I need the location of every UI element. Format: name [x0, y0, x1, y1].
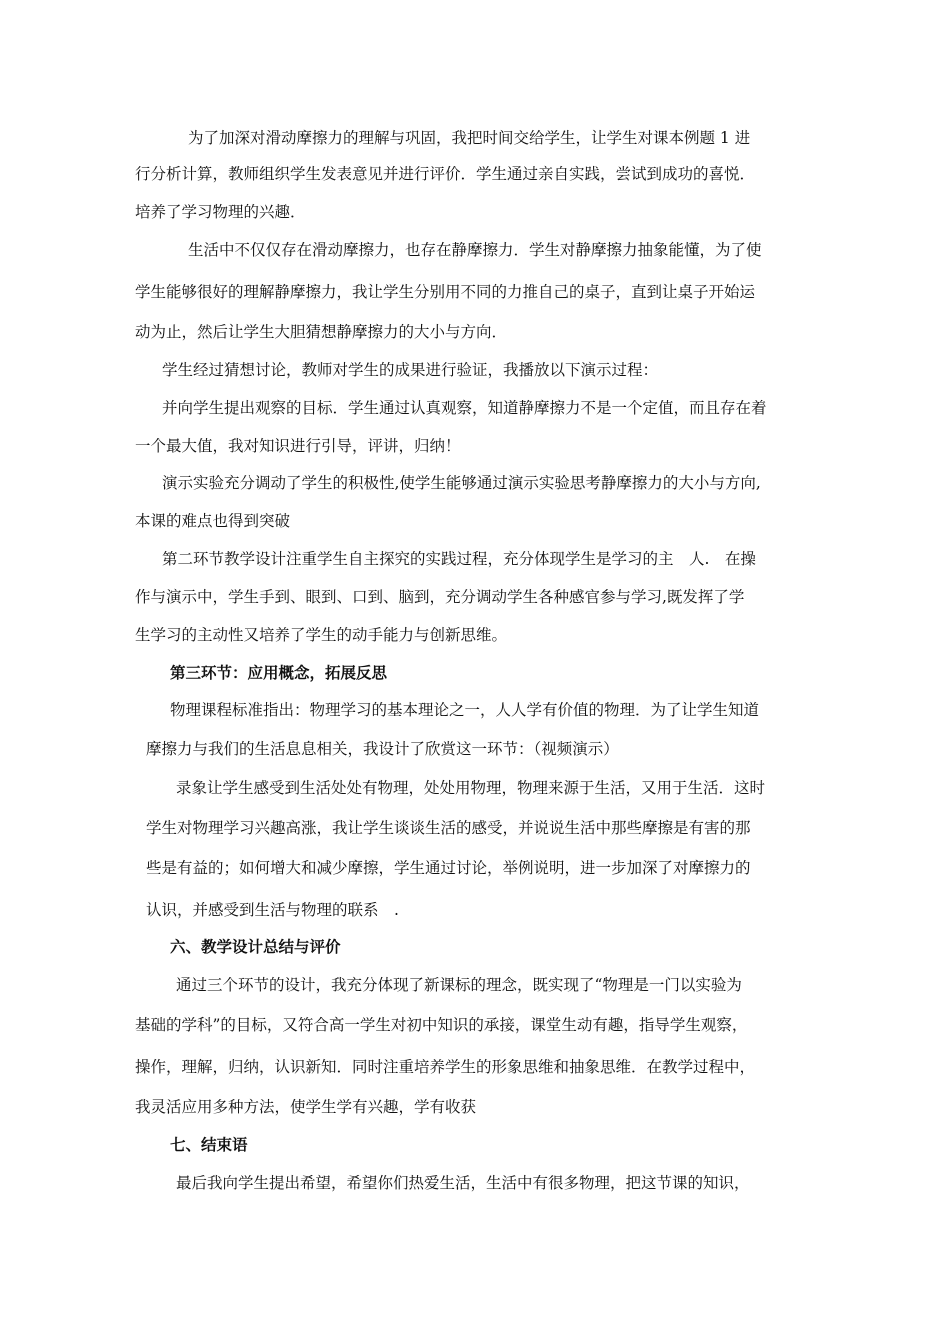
paragraph-line: 并向学生提出观察的目标．学生通过认真观察，知道静摩擦力不是一个定值，而且存在着: [162, 399, 767, 417]
paragraph-line: 动为止，然后让学生大胆猜想静摩擦力的大小与方向．: [135, 323, 508, 341]
paragraph-line: 生活中不仅仅存在滑动摩擦力，也存在静摩擦力．学生对静摩擦力抽象能懂，为了使: [188, 241, 762, 259]
paragraph-line: 学生能够很好的理解静摩擦力，我让学生分别用不同的力推自己的桌子，直到让桌子开始运: [135, 283, 756, 301]
paragraph-line: 学生对物理学习兴趣高涨，我让学生谈谈生活的感受，并说说生活中那些摩擦是有害的那: [146, 819, 751, 837]
paragraph-line: 摩擦力与我们的生活息息相关，我设计了欣赏这一环节：（视频演示）: [146, 740, 619, 758]
paragraph-line: 录象让学生感受到生活处处有物理，处处用物理，物理来源于生活，又用于生活．这时: [176, 779, 766, 797]
paragraph-line: 我灵活应用多种方法，使学生学有兴趣，学有收获: [135, 1098, 477, 1116]
section-heading: 第三环节：应用概念，拓展反思: [170, 664, 388, 682]
paragraph-line: 为了加深对滑动摩擦力的理解与巩固，我把时间交给学生，让学生对课本例题 1 进: [188, 129, 751, 147]
paragraph-line: 培养了学习物理的兴趣．: [135, 203, 306, 221]
paragraph-line: 认识，并感受到生活与物理的联系 .: [146, 901, 399, 919]
paragraph-line: 物理课程标准指出：物理学习的基本理论之一，人人学有价值的物理．为了让学生知道: [170, 701, 760, 719]
section-heading: 七、结束语: [170, 1136, 248, 1154]
paragraph-line: 生学习的主动性又培养了学生的动手能力与创新思维。: [135, 626, 508, 644]
paragraph-line: 一个最大值，我对知识进行引导，评讲，归纳！: [135, 437, 461, 455]
paragraph-line: 最后我向学生提出希望，希望你们热爱生活，生活中有很多物理，把这节课的知识，: [176, 1174, 750, 1192]
paragraph-line: 第二环节教学设计注重学生自主探究的实践过程，充分体现学生是学习的主 人. 在操: [162, 550, 756, 568]
paragraph-line: 行分析计算，教师组织学生发表意见并进行评价．学生通过亲自实践，尝试到成功的喜悦．: [135, 165, 756, 183]
paragraph-line: 演示实验充分调动了学生的积极性,使学生能够通过演示实验思考静摩擦力的大小与方向,: [162, 474, 761, 492]
paragraph-line: 作与演示中，学生手到、眼到、口到、脑到，充分调动学生各种感官参与学习,既发挥了学: [135, 588, 745, 606]
paragraph-line: 基础的学科”的目标，又符合高一学生对初中知识的承接，课堂生动有趣，指导学生观察，: [135, 1016, 748, 1034]
paragraph-line: 本课的难点也得到突破: [135, 512, 291, 530]
paragraph-line: 通过三个环节的设计，我充分体现了新课标的理念，既实现了“物理是一门以实验为: [176, 976, 742, 994]
section-heading: 六、教学设计总结与评价: [170, 938, 341, 956]
paragraph-line: 学生经过猜想讨论，教师对学生的成果进行验证，我播放以下演示过程：: [162, 361, 659, 379]
paragraph-line: 操作，理解，归纳，认识新知．同时注重培养学生的形象思维和抽象思维．在教学过程中，: [135, 1058, 756, 1076]
paragraph-line: 些是有益的；如何增大和减少摩擦，学生通过讨论，举例说明，进一步加深了对摩擦力的: [146, 859, 751, 877]
